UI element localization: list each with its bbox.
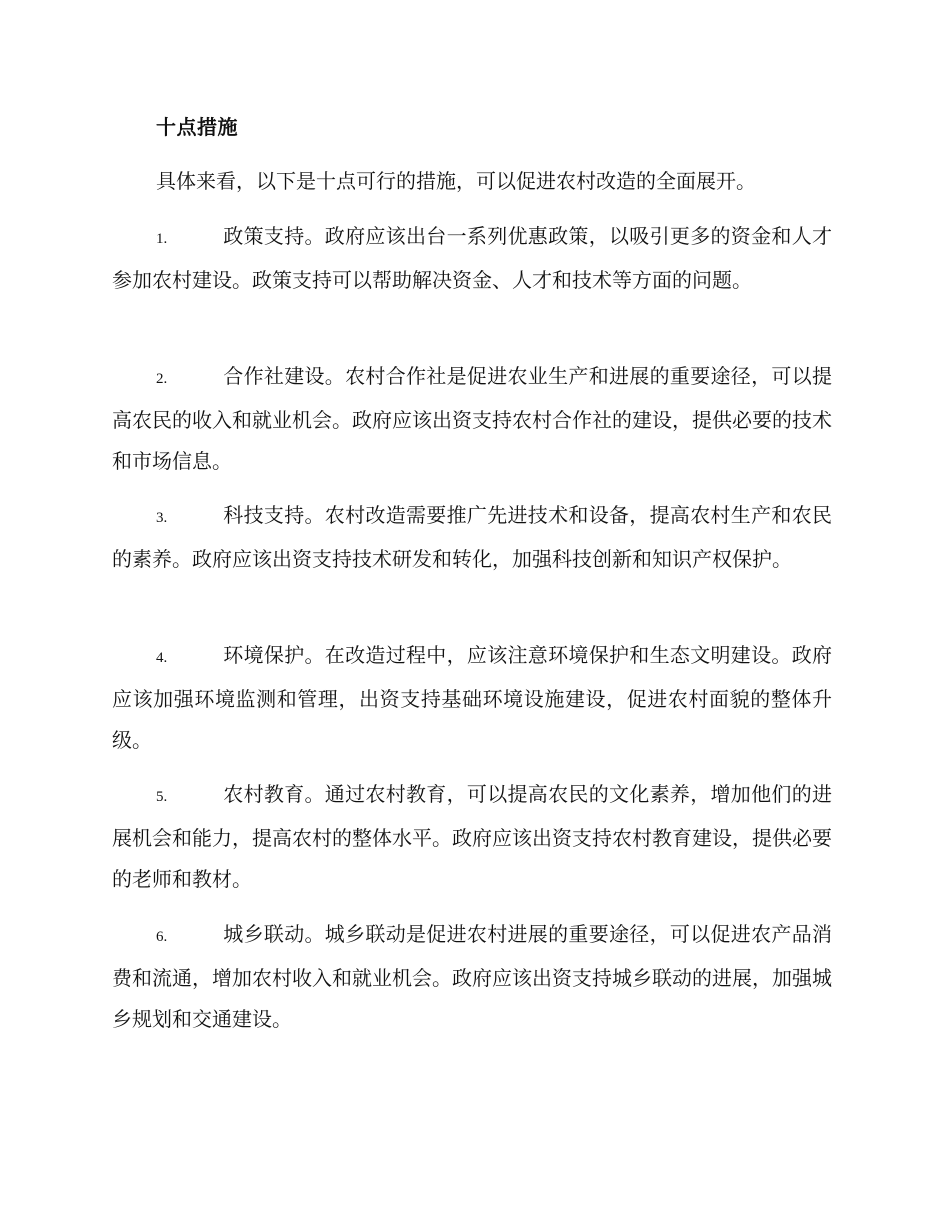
section-heading: 十点措施 xyxy=(156,115,238,139)
list-item xyxy=(112,914,832,1040)
list-item xyxy=(112,635,832,761)
list-item-text: 政策支持。政府应该出台一系列优惠政策，以吸引更多的资金和人才参加农村建设。政策支持可以帮助解决资金、人才和技术等方面的问题。 xyxy=(112,224,832,292)
list-item-text: 农村教育。通过农村教育，可以提高农民的文化素养，增加他们的进展机会和能力，提高农村的整体水平。政府应该出资支持农村教育建设，提供必要的老师和教材。 xyxy=(112,782,832,891)
list-item-text: 合作社建设。农村合作社是促进农业生产和进展的重要途径，可以提高农民的收入和就业机会。政府应该出资支持农村合作社的建设，提供必要的技术和市场信息。 xyxy=(112,364,832,473)
list-item-number: 6. xyxy=(156,929,168,945)
list-item-number: 1. xyxy=(156,231,168,247)
list-item xyxy=(112,356,832,482)
list-item-text: 城乡联动。城乡联动是促进农村进展的重要途径，可以促进农产品消费和流通，增加农村收入和就业机会。政府应该出资支持城乡联动的进展，加强城乡规划和交通建设。 xyxy=(112,922,832,1031)
list-item-text: 科技支持。农村改造需要推广先进技术和设备，提高农村生产和农民的素养。政府应该出资支持技术研发和转化，加强科技创新和知识产权保护。 xyxy=(112,503,832,571)
list-item-number: 4. xyxy=(156,650,168,666)
list-item-text: 环境保护。在改造过程中，应该注意环境保护和生态文明建设。政府应该加强环境监测和管理，出资支持基础环境设施建设，促进农村面貌的整体升级。 xyxy=(112,643,832,752)
list-item-number: 5. xyxy=(156,789,168,805)
list-item-number: 2. xyxy=(156,371,168,387)
intro-paragraph: 具体来看，以下是十点可行的措施，可以促进农村改造的全面展开。 xyxy=(156,169,756,193)
list-item-number: 3. xyxy=(156,510,168,526)
list-item xyxy=(112,774,832,900)
list-item xyxy=(112,216,832,301)
list-item xyxy=(112,495,832,580)
